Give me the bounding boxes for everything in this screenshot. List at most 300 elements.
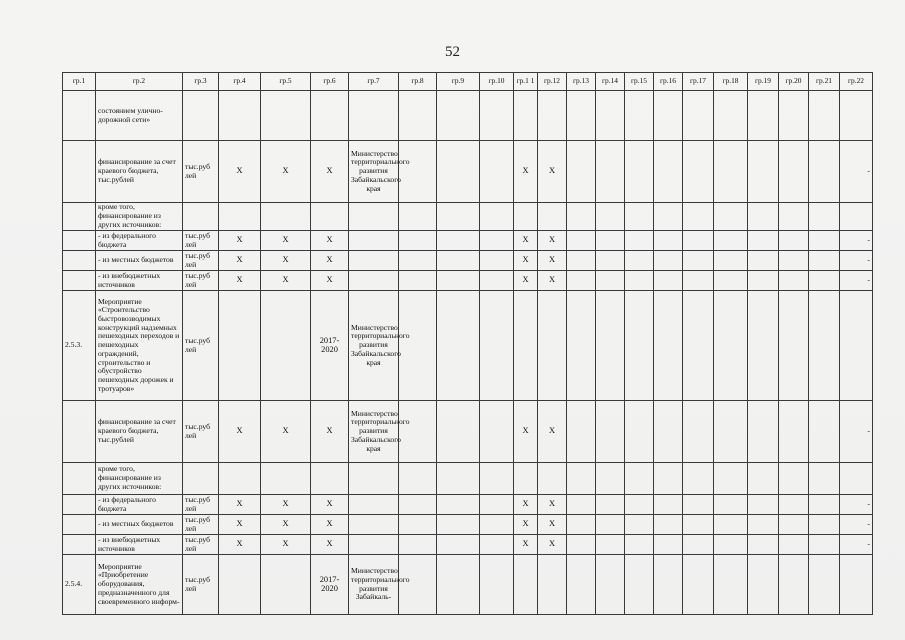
cell-g3: тыс.руб лей [183, 401, 219, 463]
cell-g14 [596, 251, 625, 271]
cell-g6: Х [311, 535, 349, 555]
cell-g5: Х [261, 515, 311, 535]
cell-g9 [437, 555, 480, 615]
cell-g3: тыс.руб лей [183, 251, 219, 271]
table-body [63, 91, 873, 615]
cell-g21 [809, 535, 840, 555]
cell-g16 [654, 463, 683, 495]
cell-g19 [748, 271, 779, 291]
cell-g11: Х [514, 231, 538, 251]
cell-g20 [779, 141, 809, 203]
cell-g7: Министерство территориального развития Забайкальского края [349, 291, 399, 401]
cell-g1 [63, 535, 96, 555]
cell-g10 [480, 91, 514, 141]
cell-g22 [840, 463, 873, 495]
cell-g16 [654, 291, 683, 401]
cell-g11: Х [514, 271, 538, 291]
cell-g16 [654, 515, 683, 535]
cell-g12: Х [538, 251, 567, 271]
cell-g6: 2017-2020 [311, 291, 349, 401]
table-row [63, 463, 873, 495]
table-row [63, 555, 873, 615]
cell-g11: Х [514, 495, 538, 515]
cell-g8 [399, 141, 437, 203]
cell-g22 [840, 555, 873, 615]
cell-g2: финансирование за счет краевого бюджета, тыс.рублей [96, 141, 183, 203]
cell-g2: - из местных бюджетов [96, 251, 183, 271]
cell-g12: Х [538, 495, 567, 515]
cell-g17 [683, 251, 714, 271]
cell-g15 [625, 555, 654, 615]
cell-g3: тыс.руб лей [183, 555, 219, 615]
cell-g1: 2.5.3. [63, 291, 96, 401]
cell-g13 [567, 535, 596, 555]
table-row [63, 91, 873, 141]
cell-g10 [480, 555, 514, 615]
cell-g17 [683, 141, 714, 203]
table-row [63, 251, 873, 271]
cell-g8 [399, 271, 437, 291]
cell-g12 [538, 291, 567, 401]
cell-g10 [480, 203, 514, 231]
cell-g10 [480, 401, 514, 463]
cell-g22: - [840, 495, 873, 515]
cell-g19 [748, 495, 779, 515]
cell-g12: Х [538, 535, 567, 555]
cell-g11 [514, 555, 538, 615]
cell-g7 [349, 271, 399, 291]
cell-g13 [567, 251, 596, 271]
cell-g9 [437, 251, 480, 271]
cell-g4: Х [219, 401, 261, 463]
cell-g19 [748, 535, 779, 555]
cell-g9 [437, 91, 480, 141]
header-row [63, 73, 873, 91]
table-row [63, 515, 873, 535]
cell-g16 [654, 401, 683, 463]
cell-g8 [399, 203, 437, 231]
cell-g15 [625, 271, 654, 291]
cell-g4: Х [219, 231, 261, 251]
cell-g7: Министерство территориального развития Забайкальского края [349, 401, 399, 463]
cell-g10 [480, 231, 514, 251]
cell-g13 [567, 271, 596, 291]
cell-g8 [399, 401, 437, 463]
cell-g18 [714, 141, 748, 203]
cell-g5: Х [261, 401, 311, 463]
cell-g15 [625, 251, 654, 271]
cell-g20 [779, 291, 809, 401]
cell-g2: - из местных бюджетов [96, 515, 183, 535]
cell-g17 [683, 463, 714, 495]
cell-g8 [399, 231, 437, 251]
cell-g3: тыс.руб лей [183, 141, 219, 203]
column-header-21: гр.21 [809, 73, 840, 91]
cell-g13 [567, 495, 596, 515]
column-header-5: гр.5 [261, 73, 311, 91]
cell-g21 [809, 555, 840, 615]
cell-g18 [714, 495, 748, 515]
cell-g17 [683, 515, 714, 535]
cell-g12: Х [538, 401, 567, 463]
cell-g14 [596, 401, 625, 463]
cell-g1: 2.5.4. [63, 555, 96, 615]
cell-g9 [437, 515, 480, 535]
cell-g21 [809, 141, 840, 203]
cell-g6 [311, 463, 349, 495]
cell-g4: Х [219, 515, 261, 535]
cell-g6: Х [311, 495, 349, 515]
cell-g4 [219, 203, 261, 231]
cell-g14 [596, 271, 625, 291]
cell-g14 [596, 495, 625, 515]
cell-g19 [748, 555, 779, 615]
cell-g2: кроме того, финансирование из других источников: [96, 463, 183, 495]
column-header-9: гр.9 [437, 73, 480, 91]
cell-g20 [779, 463, 809, 495]
cell-g22: - [840, 141, 873, 203]
cell-g7 [349, 231, 399, 251]
cell-g13 [567, 141, 596, 203]
column-header-15: гр.15 [625, 73, 654, 91]
column-header-20: гр.20 [779, 73, 809, 91]
cell-g22: - [840, 251, 873, 271]
column-header-17: гр.17 [683, 73, 714, 91]
cell-g15 [625, 203, 654, 231]
cell-g14 [596, 231, 625, 251]
cell-g5 [261, 555, 311, 615]
cell-g3 [183, 91, 219, 141]
cell-g15 [625, 231, 654, 251]
cell-g10 [480, 141, 514, 203]
cell-g19 [748, 203, 779, 231]
cell-g7 [349, 203, 399, 231]
cell-g6: Х [311, 231, 349, 251]
column-header-1: гр.1 [63, 73, 96, 91]
cell-g1 [63, 401, 96, 463]
cell-g15 [625, 291, 654, 401]
cell-g9 [437, 291, 480, 401]
cell-g20 [779, 555, 809, 615]
page-number: 52 [445, 44, 460, 60]
table-row [63, 495, 873, 515]
cell-g6 [311, 203, 349, 231]
cell-g6: Х [311, 141, 349, 203]
cell-g11 [514, 203, 538, 231]
cell-g8 [399, 515, 437, 535]
cell-g17 [683, 271, 714, 291]
cell-g9 [437, 271, 480, 291]
cell-g1 [63, 141, 96, 203]
cell-g14 [596, 515, 625, 535]
cell-g18 [714, 251, 748, 271]
cell-g18 [714, 535, 748, 555]
cell-g15 [625, 401, 654, 463]
cell-g10 [480, 251, 514, 271]
column-header-14: гр.14 [596, 73, 625, 91]
cell-g15 [625, 515, 654, 535]
cell-g8 [399, 251, 437, 271]
cell-g16 [654, 91, 683, 141]
cell-g14 [596, 463, 625, 495]
cell-g8 [399, 463, 437, 495]
cell-g2: кроме того, финансирование из других источников: [96, 203, 183, 231]
cell-g2: - из федерального бюджета [96, 495, 183, 515]
cell-g17 [683, 91, 714, 141]
cell-g20 [779, 203, 809, 231]
cell-g13 [567, 203, 596, 231]
cell-g1 [63, 203, 96, 231]
cell-g9 [437, 401, 480, 463]
cell-g8 [399, 555, 437, 615]
cell-g10 [480, 495, 514, 515]
cell-g6 [311, 91, 349, 141]
cell-g15 [625, 141, 654, 203]
cell-g3 [183, 203, 219, 231]
cell-g1 [63, 251, 96, 271]
cell-g8 [399, 291, 437, 401]
cell-g1 [63, 463, 96, 495]
cell-g5: Х [261, 251, 311, 271]
cell-g16 [654, 271, 683, 291]
cell-g16 [654, 495, 683, 515]
cell-g16 [654, 251, 683, 271]
cell-g18 [714, 463, 748, 495]
cell-g22: - [840, 535, 873, 555]
cell-g6: 2017-2020 [311, 555, 349, 615]
cell-g4: Х [219, 251, 261, 271]
cell-g2: состоянием улично-дорожной сети» [96, 91, 183, 141]
table-row [63, 231, 873, 251]
cell-g12: Х [538, 141, 567, 203]
cell-g8 [399, 535, 437, 555]
cell-g5 [261, 291, 311, 401]
cell-g21 [809, 515, 840, 535]
cell-g11 [514, 463, 538, 495]
cell-g18 [714, 271, 748, 291]
cell-g12 [538, 91, 567, 141]
cell-g17 [683, 203, 714, 231]
cell-g18 [714, 203, 748, 231]
cell-g5 [261, 203, 311, 231]
cell-g7 [349, 463, 399, 495]
cell-g2: - из внебюджетных источников [96, 271, 183, 291]
cell-g21 [809, 401, 840, 463]
cell-g7 [349, 251, 399, 271]
cell-g16 [654, 555, 683, 615]
cell-g13 [567, 91, 596, 141]
cell-g17 [683, 555, 714, 615]
cell-g15 [625, 495, 654, 515]
cell-g18 [714, 91, 748, 141]
column-header-10: гр.10 [480, 73, 514, 91]
cell-g15 [625, 463, 654, 495]
cell-g1 [63, 231, 96, 251]
budget-table [62, 72, 873, 615]
cell-g19 [748, 463, 779, 495]
cell-g21 [809, 271, 840, 291]
cell-g5 [261, 463, 311, 495]
cell-g21 [809, 231, 840, 251]
cell-g19 [748, 141, 779, 203]
cell-g19 [748, 401, 779, 463]
cell-g9 [437, 463, 480, 495]
cell-g11: Х [514, 401, 538, 463]
cell-g6: Х [311, 515, 349, 535]
cell-g7 [349, 495, 399, 515]
cell-g15 [625, 91, 654, 141]
cell-g4 [219, 555, 261, 615]
column-header-2: гр.2 [96, 73, 183, 91]
cell-g13 [567, 555, 596, 615]
cell-g14 [596, 141, 625, 203]
cell-g3: тыс.руб лей [183, 515, 219, 535]
cell-g21 [809, 251, 840, 271]
cell-g2: финансирование за счет краевого бюджета, тыс.рублей [96, 401, 183, 463]
cell-g3: тыс.руб лей [183, 231, 219, 251]
cell-g17 [683, 535, 714, 555]
cell-g3: тыс.руб лей [183, 535, 219, 555]
cell-g3 [183, 463, 219, 495]
cell-g13 [567, 463, 596, 495]
cell-g17 [683, 401, 714, 463]
table-row [63, 401, 873, 463]
cell-g9 [437, 535, 480, 555]
cell-g4: Х [219, 271, 261, 291]
cell-g5: Х [261, 495, 311, 515]
cell-g18 [714, 555, 748, 615]
cell-g4 [219, 291, 261, 401]
cell-g8 [399, 495, 437, 515]
cell-g12 [538, 555, 567, 615]
cell-g14 [596, 91, 625, 141]
cell-g12: Х [538, 271, 567, 291]
cell-g11: Х [514, 141, 538, 203]
cell-g7 [349, 515, 399, 535]
cell-g22: - [840, 401, 873, 463]
cell-g19 [748, 515, 779, 535]
column-header-12: гр.12 [538, 73, 567, 91]
cell-g19 [748, 231, 779, 251]
cell-g19 [748, 251, 779, 271]
column-header-4: гр.4 [219, 73, 261, 91]
cell-g20 [779, 251, 809, 271]
cell-g4 [219, 463, 261, 495]
column-header-7: гр.7 [349, 73, 399, 91]
cell-g16 [654, 231, 683, 251]
column-header-19: гр.19 [748, 73, 779, 91]
cell-g5: Х [261, 141, 311, 203]
column-header-8: гр.8 [399, 73, 437, 91]
cell-g9 [437, 231, 480, 251]
cell-g20 [779, 231, 809, 251]
cell-g7 [349, 91, 399, 141]
column-header-18: гр.18 [714, 73, 748, 91]
cell-g6: Х [311, 251, 349, 271]
cell-g18 [714, 231, 748, 251]
cell-g7: Министерство территориального развития Забайкаль- [349, 555, 399, 615]
cell-g1 [63, 91, 96, 141]
cell-g16 [654, 203, 683, 231]
cell-g2: Мероприятие «Приобретение оборудования, предназначенного для своевременного информ- [96, 555, 183, 615]
cell-g16 [654, 535, 683, 555]
cell-g1 [63, 495, 96, 515]
cell-g10 [480, 271, 514, 291]
cell-g20 [779, 515, 809, 535]
cell-g5: Х [261, 535, 311, 555]
cell-g11 [514, 91, 538, 141]
cell-g12 [538, 203, 567, 231]
cell-g3: тыс.руб лей [183, 495, 219, 515]
cell-g11: Х [514, 251, 538, 271]
cell-g19 [748, 91, 779, 141]
cell-g20 [779, 401, 809, 463]
cell-g20 [779, 91, 809, 141]
cell-g20 [779, 495, 809, 515]
cell-g11: Х [514, 535, 538, 555]
cell-g9 [437, 495, 480, 515]
cell-g10 [480, 535, 514, 555]
cell-g22: - [840, 231, 873, 251]
cell-g17 [683, 495, 714, 515]
cell-g17 [683, 291, 714, 401]
cell-g12 [538, 463, 567, 495]
cell-g3: тыс.руб лей [183, 291, 219, 401]
column-header-16: гр.16 [654, 73, 683, 91]
cell-g5 [261, 91, 311, 141]
cell-g5: Х [261, 231, 311, 251]
cell-g21 [809, 91, 840, 141]
cell-g22 [840, 203, 873, 231]
cell-g18 [714, 401, 748, 463]
cell-g18 [714, 515, 748, 535]
cell-g20 [779, 271, 809, 291]
cell-g19 [748, 291, 779, 401]
column-header-22: гр.22 [840, 73, 873, 91]
cell-g7 [349, 535, 399, 555]
table-row [63, 203, 873, 231]
cell-g4 [219, 91, 261, 141]
cell-g10 [480, 515, 514, 535]
table-row [63, 535, 873, 555]
cell-g21 [809, 291, 840, 401]
cell-g14 [596, 291, 625, 401]
cell-g21 [809, 203, 840, 231]
cell-g17 [683, 231, 714, 251]
cell-g10 [480, 291, 514, 401]
column-header-3: гр.3 [183, 73, 219, 91]
cell-g6: Х [311, 271, 349, 291]
table-row [63, 271, 873, 291]
cell-g21 [809, 495, 840, 515]
cell-g14 [596, 555, 625, 615]
cell-g13 [567, 515, 596, 535]
cell-g3: тыс.руб лей [183, 271, 219, 291]
cell-g18 [714, 291, 748, 401]
cell-g22: - [840, 515, 873, 535]
cell-g13 [567, 231, 596, 251]
cell-g7: Министерство территориального развития Забайкальского края [349, 141, 399, 203]
cell-g13 [567, 291, 596, 401]
cell-g20 [779, 535, 809, 555]
cell-g1 [63, 515, 96, 535]
table-row [63, 291, 873, 401]
cell-g9 [437, 141, 480, 203]
cell-g11: Х [514, 515, 538, 535]
cell-g2: Мероприятие «Строительство быстровозводимых конструкций надземных пешеходных переходов и пешеходных ограждений, строительство и обустройство пешеходных дорожек и тротуаров» [96, 291, 183, 401]
cell-g22: - [840, 271, 873, 291]
cell-g5: Х [261, 271, 311, 291]
